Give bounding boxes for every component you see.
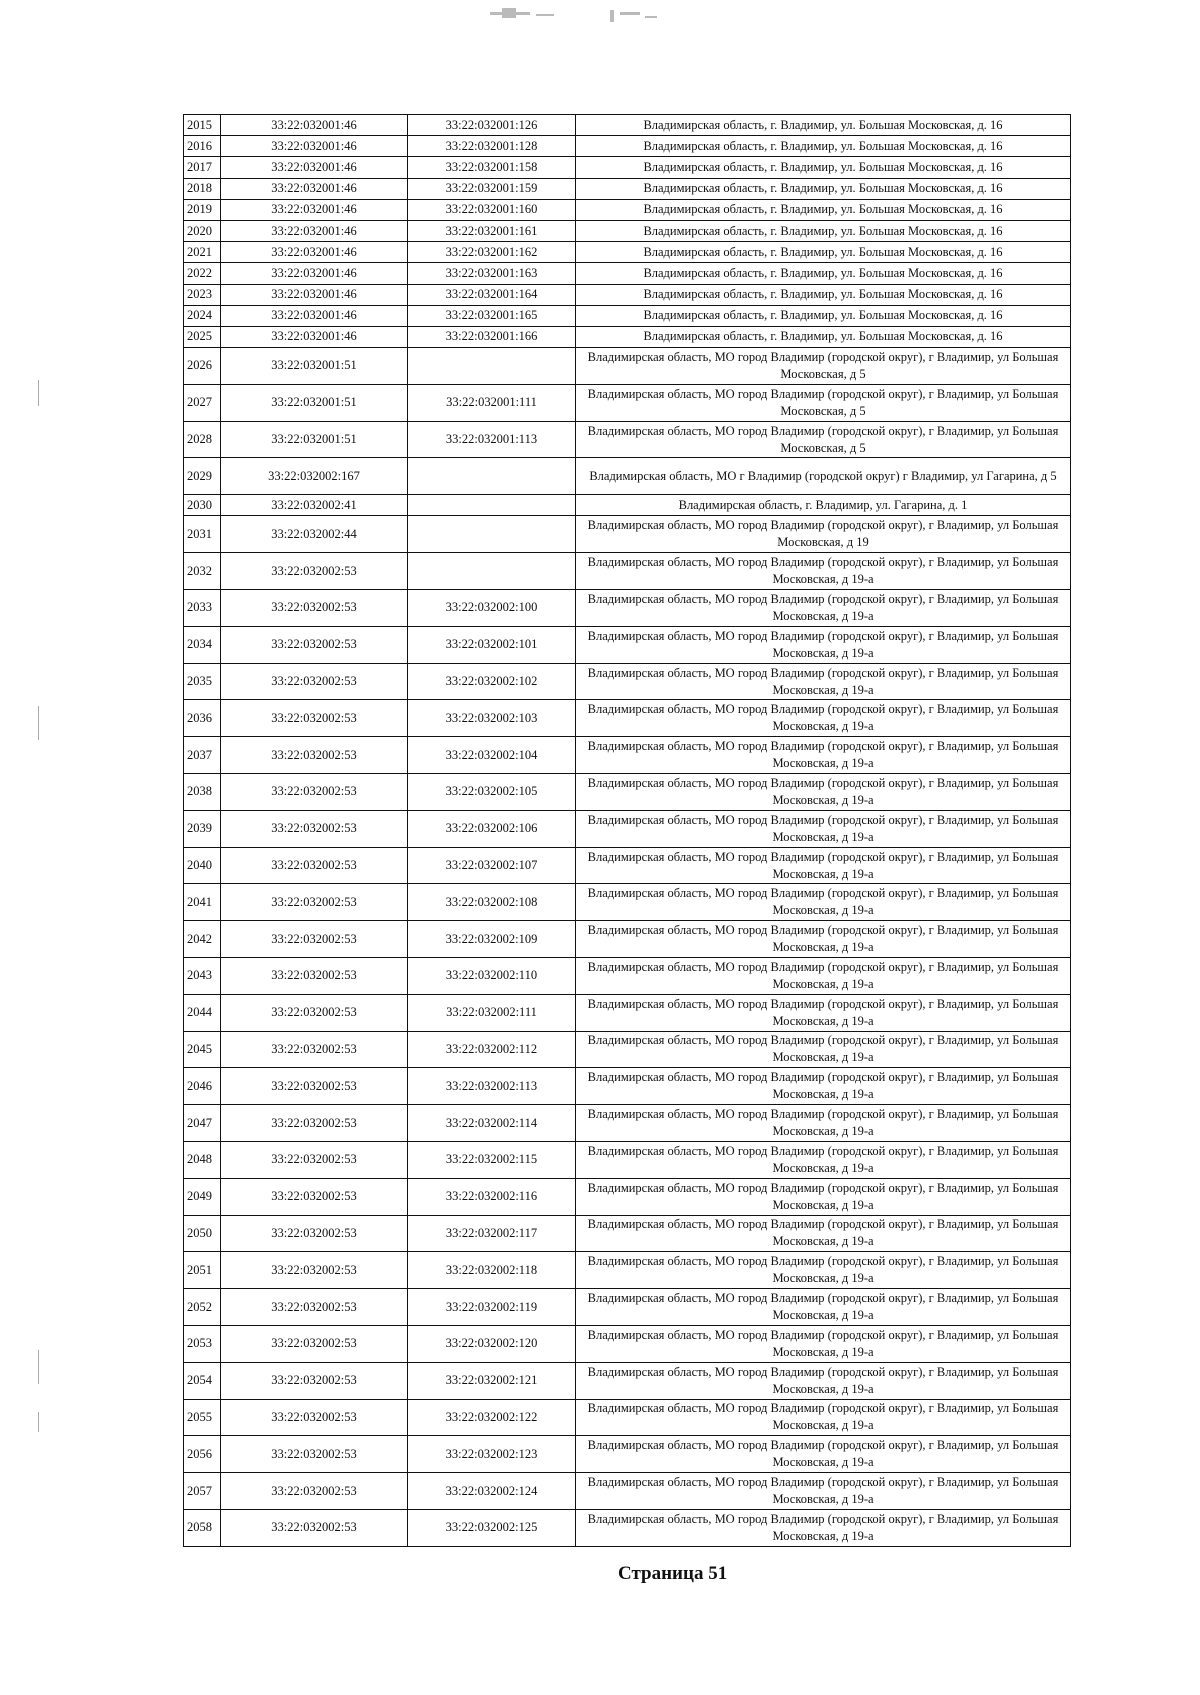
- object-number-cell: 33:22:032002:103: [408, 700, 576, 737]
- parcel-number-cell: 33:22:032002:53: [221, 1289, 408, 1326]
- parcel-number-cell: 33:22:032002:53: [221, 810, 408, 847]
- row-number-cell: 2044: [184, 994, 221, 1031]
- row-number-cell: 2016: [184, 136, 221, 157]
- parcel-number-cell: 33:22:032002:44: [221, 516, 408, 553]
- address-cell: Владимирская область, МО город Владимир (городской округ), г Владимир, ул Большая Московская, д 19-а: [576, 1399, 1071, 1436]
- parcel-number-cell: 33:22:032002:53: [221, 994, 408, 1031]
- table-row: [184, 326, 1071, 347]
- table-row: [184, 626, 1071, 663]
- table-row: [184, 242, 1071, 263]
- table-row: [184, 384, 1071, 421]
- table-row: [184, 458, 1071, 495]
- row-number-cell: 2033: [184, 590, 221, 627]
- margin-mark: [38, 1412, 39, 1432]
- table-row: [184, 263, 1071, 284]
- row-number-cell: 2040: [184, 847, 221, 884]
- parcel-number-cell: 33:22:032002:53: [221, 1252, 408, 1289]
- object-number-cell: 33:22:032002:111: [408, 994, 576, 1031]
- row-number-cell: 2022: [184, 263, 221, 284]
- address-cell: Владимирская область, МО город Владимир (городской округ), г Владимир, ул Большая Московская, д 19-а: [576, 1215, 1071, 1252]
- object-number-cell: 33:22:032002:120: [408, 1325, 576, 1362]
- margin-mark: [38, 380, 39, 406]
- row-number-cell: 2052: [184, 1289, 221, 1326]
- table-row: [184, 663, 1071, 700]
- address-cell: Владимирская область, г. Владимир, ул. Большая Московская, д. 16: [576, 305, 1071, 326]
- table-row: [184, 1362, 1071, 1399]
- object-number-cell: [408, 553, 576, 590]
- table-row: [184, 590, 1071, 627]
- parcel-number-cell: 33:22:032001:46: [221, 305, 408, 326]
- object-number-cell: 33:22:032002:104: [408, 737, 576, 774]
- object-number-cell: 33:22:032002:125: [408, 1509, 576, 1546]
- object-number-cell: 33:22:032001:128: [408, 136, 576, 157]
- row-number-cell: 2045: [184, 1031, 221, 1068]
- parcel-number-cell: 33:22:032001:46: [221, 178, 408, 199]
- object-number-cell: 33:22:032002:121: [408, 1362, 576, 1399]
- table-row: [184, 220, 1071, 241]
- address-cell: Владимирская область, МО город Владимир (городской округ), г Владимир, ул Большая Московская, д 19-а: [576, 626, 1071, 663]
- table-row: [184, 516, 1071, 553]
- cadastral-table: [183, 114, 1071, 1547]
- address-cell: Владимирская область, МО город Владимир (городской округ), г Владимир, ул Большая Московская, д 5: [576, 384, 1071, 421]
- address-cell: Владимирская область, г. Владимир, ул. Большая Московская, д. 16: [576, 242, 1071, 263]
- address-cell: Владимирская область, МО город Владимир (городской округ), г Владимир, ул Большая Московская, д 19-а: [576, 700, 1071, 737]
- address-cell: Владимирская область, МО город Владимир (городской округ), г Владимир, ул Большая Московская, д 19-а: [576, 810, 1071, 847]
- address-cell: Владимирская область, МО город Владимир (городской округ), г Владимир, ул Большая Московская, д 19-а: [576, 590, 1071, 627]
- address-cell: Владимирская область, г. Владимир, ул. Большая Московская, д. 16: [576, 136, 1071, 157]
- parcel-number-cell: 33:22:032002:53: [221, 1473, 408, 1510]
- parcel-number-cell: 33:22:032002:53: [221, 1325, 408, 1362]
- address-cell: Владимирская область, г. Владимир, ул. Большая Московская, д. 16: [576, 178, 1071, 199]
- address-cell: Владимирская область, МО г Владимир (городской округ) г Владимир, ул Гагарина, д 5: [576, 458, 1071, 495]
- address-cell: Владимирская область, МО город Владимир (городской округ), г Владимир, ул Большая Московская, д 19-а: [576, 847, 1071, 884]
- table-row: [184, 1141, 1071, 1178]
- parcel-number-cell: 33:22:032002:41: [221, 495, 408, 516]
- row-number-cell: 2043: [184, 958, 221, 995]
- address-cell: Владимирская область, г. Владимир, ул. Большая Московская, д. 16: [576, 284, 1071, 305]
- table-row: [184, 1509, 1071, 1546]
- cadastral-table-page: [183, 114, 1070, 1547]
- table-row: [184, 421, 1071, 458]
- table-row: [184, 1473, 1071, 1510]
- row-number-cell: 2018: [184, 178, 221, 199]
- table-row: [184, 1325, 1071, 1362]
- table-row: [184, 1068, 1071, 1105]
- row-number-cell: 2050: [184, 1215, 221, 1252]
- parcel-number-cell: 33:22:032001:46: [221, 326, 408, 347]
- row-number-cell: 2024: [184, 305, 221, 326]
- row-number-cell: 2047: [184, 1105, 221, 1142]
- row-number-cell: 2035: [184, 663, 221, 700]
- object-number-cell: 33:22:032001:160: [408, 199, 576, 220]
- table-row: [184, 958, 1071, 995]
- row-number-cell: 2029: [184, 458, 221, 495]
- row-number-cell: 2051: [184, 1252, 221, 1289]
- parcel-number-cell: 33:22:032001:51: [221, 421, 408, 458]
- row-number-cell: 2049: [184, 1178, 221, 1215]
- parcel-number-cell: 33:22:032001:46: [221, 263, 408, 284]
- row-number-cell: 2030: [184, 495, 221, 516]
- table-row: [184, 1178, 1071, 1215]
- table-body: [184, 115, 1071, 1547]
- parcel-number-cell: 33:22:032001:46: [221, 199, 408, 220]
- parcel-number-cell: 33:22:032001:46: [221, 220, 408, 241]
- table-row: [184, 1399, 1071, 1436]
- parcel-number-cell: 33:22:032002:53: [221, 1031, 408, 1068]
- object-number-cell: 33:22:032001:159: [408, 178, 576, 199]
- address-cell: Владимирская область, г. Владимир, ул. Большая Московская, д. 16: [576, 199, 1071, 220]
- address-cell: Владимирская область, МО город Владимир (городской округ), г Владимир, ул Большая Московская, д 19-а: [576, 1068, 1071, 1105]
- table-row: [184, 284, 1071, 305]
- margin-mark: [38, 1350, 39, 1384]
- parcel-number-cell: 33:22:032002:53: [221, 847, 408, 884]
- address-cell: Владимирская область, МО город Владимир (городской округ), г Владимир, ул Большая Московская, д 19-а: [576, 1031, 1071, 1068]
- parcel-number-cell: 33:22:032002:53: [221, 1436, 408, 1473]
- table-row: [184, 115, 1071, 136]
- object-number-cell: 33:22:032002:101: [408, 626, 576, 663]
- object-number-cell: 33:22:032001:166: [408, 326, 576, 347]
- address-cell: Владимирская область, МО город Владимир (городской округ), г Владимир, ул Большая Московская, д 5: [576, 348, 1071, 385]
- scan-artifact: [480, 2, 730, 28]
- row-number-cell: 2036: [184, 700, 221, 737]
- address-cell: Владимирская область, МО город Владимир (городской округ), г Владимир, ул Большая Московская, д 19-а: [576, 994, 1071, 1031]
- row-number-cell: 2038: [184, 774, 221, 811]
- row-number-cell: 2048: [184, 1141, 221, 1178]
- address-cell: Владимирская область, МО город Владимир (городской округ), г Владимир, ул Большая Московская, д 19-а: [576, 958, 1071, 995]
- row-number-cell: 2057: [184, 1473, 221, 1510]
- row-number-cell: 2031: [184, 516, 221, 553]
- row-number-cell: 2046: [184, 1068, 221, 1105]
- object-number-cell: 33:22:032002:116: [408, 1178, 576, 1215]
- parcel-number-cell: 33:22:032002:53: [221, 1178, 408, 1215]
- address-cell: Владимирская область, МО город Владимир (городской округ), г Владимир, ул Большая Московская, д 19-а: [576, 884, 1071, 921]
- table-row: [184, 495, 1071, 516]
- row-number-cell: 2020: [184, 220, 221, 241]
- parcel-number-cell: 33:22:032002:53: [221, 1141, 408, 1178]
- table-row: [184, 700, 1071, 737]
- table-row: [184, 847, 1071, 884]
- table-row: [184, 994, 1071, 1031]
- object-number-cell: 33:22:032002:112: [408, 1031, 576, 1068]
- object-number-cell: 33:22:032002:124: [408, 1473, 576, 1510]
- object-number-cell: [408, 458, 576, 495]
- address-cell: Владимирская область, МО город Владимир (городской округ), г Владимир, ул Большая Московская, д 19-а: [576, 663, 1071, 700]
- row-number-cell: 2017: [184, 157, 221, 178]
- object-number-cell: 33:22:032002:110: [408, 958, 576, 995]
- object-number-cell: 33:22:032002:119: [408, 1289, 576, 1326]
- parcel-number-cell: 33:22:032002:53: [221, 1105, 408, 1142]
- parcel-number-cell: 33:22:032001:46: [221, 242, 408, 263]
- row-number-cell: 2015: [184, 115, 221, 136]
- object-number-cell: [408, 348, 576, 385]
- row-number-cell: 2027: [184, 384, 221, 421]
- row-number-cell: 2042: [184, 921, 221, 958]
- table-row: [184, 178, 1071, 199]
- parcel-number-cell: 33:22:032002:53: [221, 884, 408, 921]
- row-number-cell: 2021: [184, 242, 221, 263]
- table-row: [184, 1436, 1071, 1473]
- object-number-cell: 33:22:032001:161: [408, 220, 576, 241]
- table-row: [184, 921, 1071, 958]
- parcel-number-cell: 33:22:032002:53: [221, 737, 408, 774]
- table-row: [184, 157, 1071, 178]
- object-number-cell: 33:22:032002:114: [408, 1105, 576, 1142]
- object-number-cell: 33:22:032001:126: [408, 115, 576, 136]
- parcel-number-cell: 33:22:032001:51: [221, 348, 408, 385]
- row-number-cell: 2037: [184, 737, 221, 774]
- table-row: [184, 884, 1071, 921]
- parcel-number-cell: 33:22:032002:53: [221, 921, 408, 958]
- row-number-cell: 2039: [184, 810, 221, 847]
- table-row: [184, 199, 1071, 220]
- parcel-number-cell: 33:22:032001:46: [221, 284, 408, 305]
- object-number-cell: 33:22:032002:100: [408, 590, 576, 627]
- table-row: [184, 1105, 1071, 1142]
- object-number-cell: 33:22:032002:106: [408, 810, 576, 847]
- object-number-cell: 33:22:032002:115: [408, 1141, 576, 1178]
- table-row: [184, 1252, 1071, 1289]
- address-cell: Владимирская область, МО город Владимир (городской округ), г Владимир, ул Большая Московская, д 19-а: [576, 774, 1071, 811]
- address-cell: Владимирская область, МО город Владимир (городской округ), г Владимир, ул Большая Московская, д 19-а: [576, 1141, 1071, 1178]
- table-row: [184, 1215, 1071, 1252]
- object-number-cell: 33:22:032001:162: [408, 242, 576, 263]
- row-number-cell: 2058: [184, 1509, 221, 1546]
- object-number-cell: 33:22:032001:111: [408, 384, 576, 421]
- table-row: [184, 737, 1071, 774]
- object-number-cell: 33:22:032002:105: [408, 774, 576, 811]
- parcel-number-cell: 33:22:032001:46: [221, 157, 408, 178]
- object-number-cell: 33:22:032001:163: [408, 263, 576, 284]
- table-row: [184, 1031, 1071, 1068]
- table-row: [184, 810, 1071, 847]
- address-cell: Владимирская область, г. Владимир, ул. Большая Московская, д. 16: [576, 115, 1071, 136]
- object-number-cell: 33:22:032002:117: [408, 1215, 576, 1252]
- address-cell: Владимирская область, МО город Владимир (городской округ), г Владимир, ул Большая Московская, д 5: [576, 421, 1071, 458]
- page-number: Страница 51: [618, 1563, 728, 1584]
- object-number-cell: 33:22:032001:113: [408, 421, 576, 458]
- row-number-cell: 2019: [184, 199, 221, 220]
- object-number-cell: 33:22:032001:164: [408, 284, 576, 305]
- object-number-cell: 33:22:032002:118: [408, 1252, 576, 1289]
- address-cell: Владимирская область, МО город Владимир (городской округ), г Владимир, ул Большая Московская, д 19-а: [576, 1105, 1071, 1142]
- row-number-cell: 2054: [184, 1362, 221, 1399]
- parcel-number-cell: 33:22:032001:46: [221, 136, 408, 157]
- parcel-number-cell: 33:22:032002:53: [221, 1509, 408, 1546]
- row-number-cell: 2032: [184, 553, 221, 590]
- table-row: [184, 136, 1071, 157]
- table-row: [184, 348, 1071, 385]
- parcel-number-cell: 33:22:032001:46: [221, 115, 408, 136]
- row-number-cell: 2025: [184, 326, 221, 347]
- object-number-cell: 33:22:032002:109: [408, 921, 576, 958]
- address-cell: Владимирская область, МО город Владимир (городской округ), г Владимир, ул Большая Московская, д 19-а: [576, 1436, 1071, 1473]
- object-number-cell: 33:22:032002:108: [408, 884, 576, 921]
- address-cell: Владимирская область, МО город Владимир (городской округ), г Владимир, ул Большая Московская, д 19-а: [576, 1473, 1071, 1510]
- row-number-cell: 2023: [184, 284, 221, 305]
- address-cell: Владимирская область, МО город Владимир (городской округ), г Владимир, ул Большая Московская, д 19-а: [576, 1289, 1071, 1326]
- row-number-cell: 2056: [184, 1436, 221, 1473]
- parcel-number-cell: 33:22:032002:53: [221, 700, 408, 737]
- address-cell: Владимирская область, МО город Владимир (городской округ), г Владимир, ул Большая Московская, д 19-а: [576, 1252, 1071, 1289]
- address-cell: Владимирская область, МО город Владимир (городской округ), г Владимир, ул Большая Московская, д 19-а: [576, 1362, 1071, 1399]
- row-number-cell: 2055: [184, 1399, 221, 1436]
- object-number-cell: 33:22:032001:165: [408, 305, 576, 326]
- row-number-cell: 2028: [184, 421, 221, 458]
- parcel-number-cell: 33:22:032002:167: [221, 458, 408, 495]
- object-number-cell: 33:22:032002:123: [408, 1436, 576, 1473]
- table-row: [184, 305, 1071, 326]
- table-row: [184, 553, 1071, 590]
- address-cell: Владимирская область, г. Владимир, ул. Большая Московская, д. 16: [576, 326, 1071, 347]
- address-cell: Владимирская область, МО город Владимир (городской округ), г Владимир, ул Большая Московская, д 19-а: [576, 1509, 1071, 1546]
- row-number-cell: 2026: [184, 348, 221, 385]
- object-number-cell: 33:22:032002:122: [408, 1399, 576, 1436]
- address-cell: Владимирская область, МО город Владимир (городской округ), г Владимир, ул Большая Московская, д 19-а: [576, 737, 1071, 774]
- parcel-number-cell: 33:22:032002:53: [221, 553, 408, 590]
- object-number-cell: 33:22:032002:113: [408, 1068, 576, 1105]
- table-row: [184, 774, 1071, 811]
- address-cell: Владимирская область, МО город Владимир (городской округ), г Владимир, ул Большая Московская, д 19-а: [576, 1178, 1071, 1215]
- parcel-number-cell: 33:22:032002:53: [221, 590, 408, 627]
- address-cell: Владимирская область, МО город Владимир (городской округ), г Владимир, ул Большая Московская, д 19-а: [576, 921, 1071, 958]
- parcel-number-cell: 33:22:032002:53: [221, 1399, 408, 1436]
- object-number-cell: 33:22:032002:102: [408, 663, 576, 700]
- row-number-cell: 2053: [184, 1325, 221, 1362]
- address-cell: Владимирская область, МО город Владимир (городской округ), г Владимир, ул Большая Московская, д 19-а: [576, 553, 1071, 590]
- row-number-cell: 2034: [184, 626, 221, 663]
- parcel-number-cell: 33:22:032001:51: [221, 384, 408, 421]
- address-cell: Владимирская область, г. Владимир, ул. Большая Московская, д. 16: [576, 220, 1071, 241]
- address-cell: Владимирская область, г. Владимир, ул. Большая Московская, д. 16: [576, 263, 1071, 284]
- address-cell: Владимирская область, г. Владимир, ул. Большая Московская, д. 16: [576, 157, 1071, 178]
- parcel-number-cell: 33:22:032002:53: [221, 626, 408, 663]
- margin-mark: [38, 706, 39, 740]
- object-number-cell: [408, 495, 576, 516]
- address-cell: Владимирская область, МО город Владимир (городской округ), г Владимир, ул Большая Московская, д 19-а: [576, 1325, 1071, 1362]
- object-number-cell: 33:22:032001:158: [408, 157, 576, 178]
- parcel-number-cell: 33:22:032002:53: [221, 1215, 408, 1252]
- parcel-number-cell: 33:22:032002:53: [221, 1362, 408, 1399]
- object-number-cell: 33:22:032002:107: [408, 847, 576, 884]
- address-cell: Владимирская область, МО город Владимир (городской округ), г Владимир, ул Большая Московская, д 19: [576, 516, 1071, 553]
- parcel-number-cell: 33:22:032002:53: [221, 774, 408, 811]
- address-cell: Владимирская область, г. Владимир, ул. Гагарина, д. 1: [576, 495, 1071, 516]
- row-number-cell: 2041: [184, 884, 221, 921]
- object-number-cell: [408, 516, 576, 553]
- parcel-number-cell: 33:22:032002:53: [221, 958, 408, 995]
- parcel-number-cell: 33:22:032002:53: [221, 1068, 408, 1105]
- parcel-number-cell: 33:22:032002:53: [221, 663, 408, 700]
- table-row: [184, 1289, 1071, 1326]
